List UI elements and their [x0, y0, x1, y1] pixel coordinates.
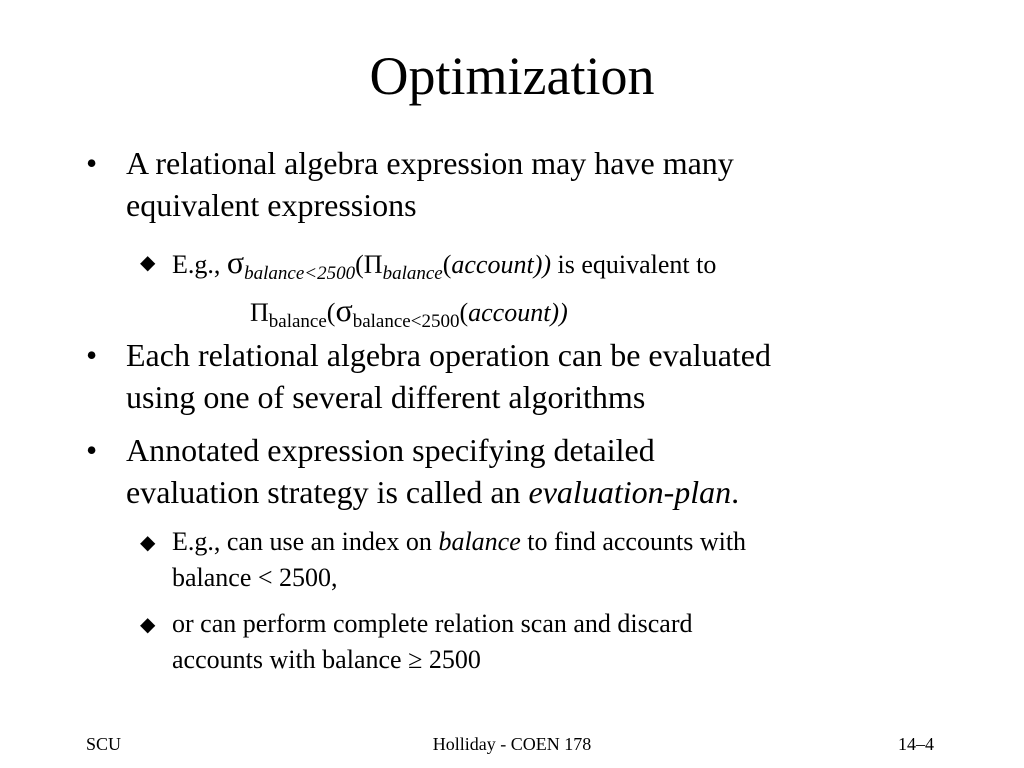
sub-bullet-text: E.g., can use an index on balance to find accounts with balance < 2500,	[172, 527, 747, 592]
bullet-text: Annotated expression specifying detailed evaluation strategy is called an evaluation-plan.	[126, 432, 740, 510]
bullet-item	[86, 334, 946, 418]
sub-bullet-item	[140, 606, 940, 678]
bullet-marker: •	[86, 337, 98, 373]
bullet-marker: •	[86, 432, 98, 468]
bullet-marker: •	[86, 145, 98, 181]
bullet-item	[86, 429, 946, 513]
diamond-bullet-icon: ◆	[140, 612, 156, 636]
footer-page-number: 14–4	[898, 734, 934, 754]
sub-bullet-item	[140, 524, 940, 596]
diamond-bullet-icon: ◆	[140, 250, 156, 274]
sub-bullet-item	[140, 244, 940, 340]
diamond-bullet-icon: ◆	[140, 530, 156, 554]
bullet-item	[86, 142, 946, 226]
footer-left: SCU	[86, 734, 122, 754]
formula-text: E.g., $\sigma_{balance<2500}(\Pi_{balance}(account))$ is equivalent to $\Pi_{balance}(\sigma_{balance<2500}(account))$	[172, 244, 717, 332]
sub-bullet-text: or can perform complete relation scan and discard accounts with balance ≥ 2500	[172, 609, 693, 674]
slide-title: Optimization	[369, 46, 655, 106]
bullet-text: A relational algebra expression may have many equivalent expressions	[126, 145, 734, 223]
bullet-text: Each relational algebra operation can be evaluated using one of several different algorithms	[126, 337, 771, 415]
footer-center: Holliday - COEN 178	[432, 734, 592, 754]
